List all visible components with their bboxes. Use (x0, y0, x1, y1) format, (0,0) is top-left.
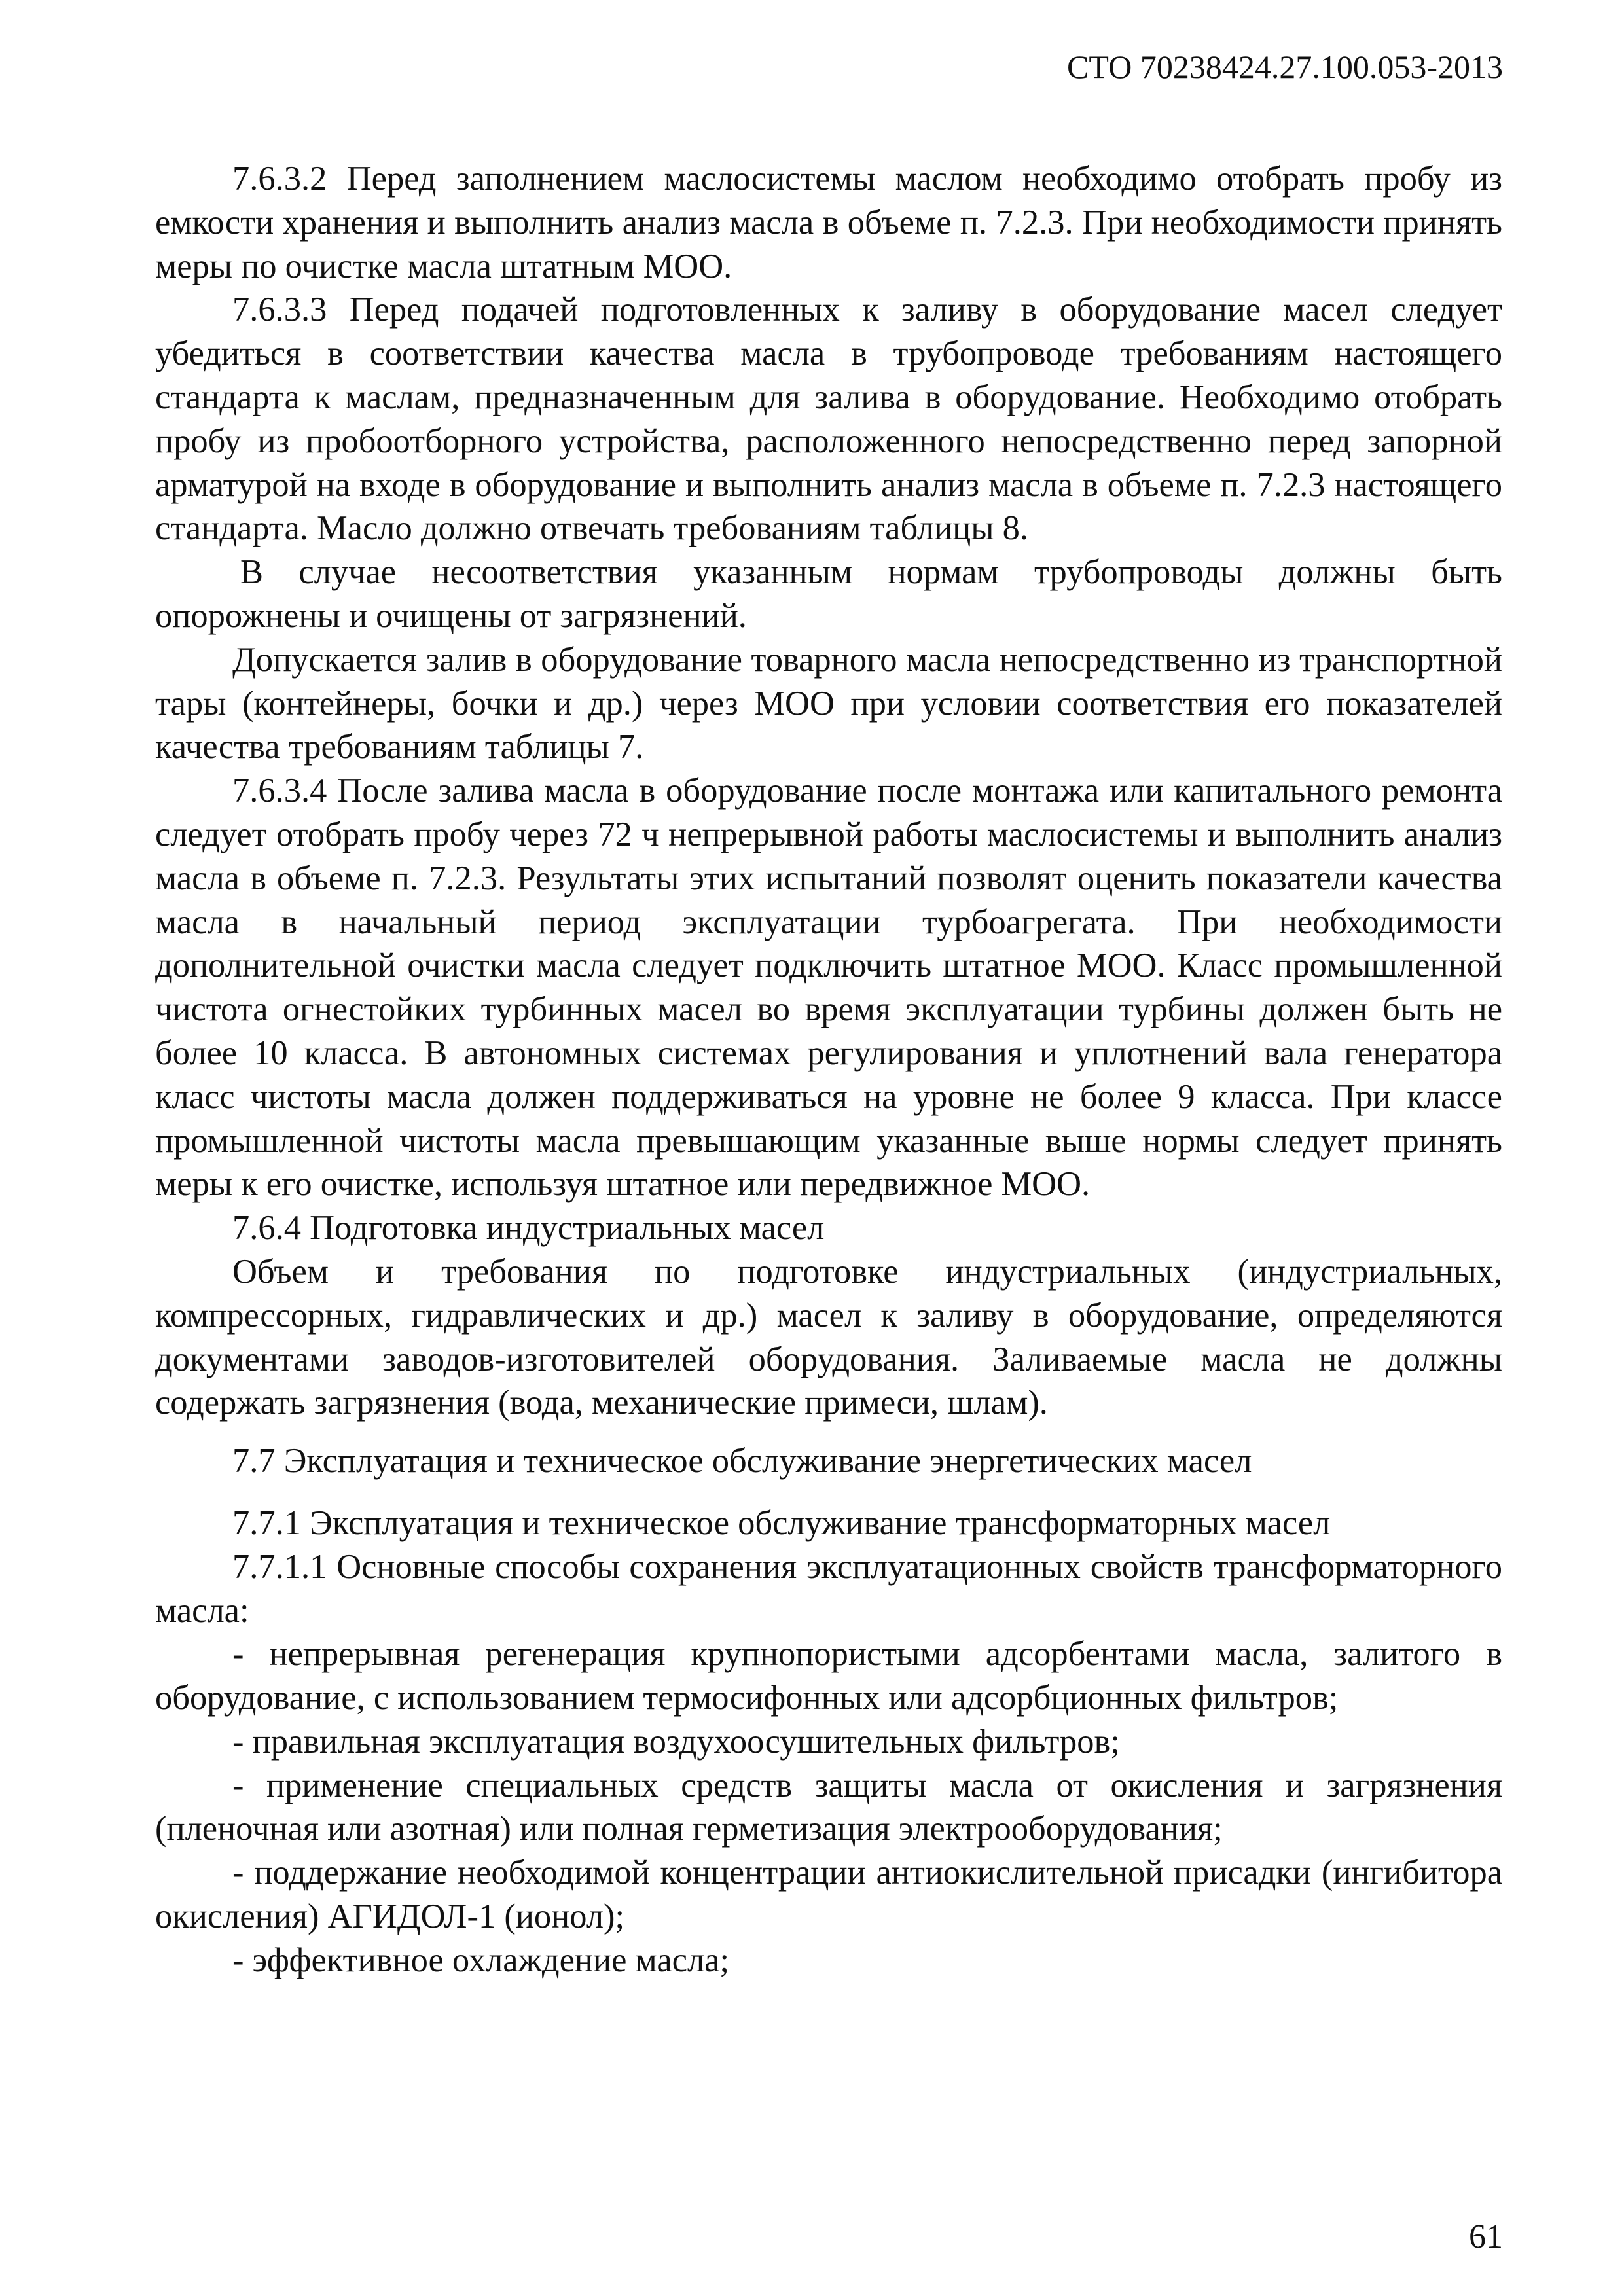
paragraph-text: Перед подачей подготовленных к заливу в оборудование масел следует убедиться в соответствии качества масла в трубопроводе требованиям настоящего стандарта к маслам, предназначенным для залива в оборудование. Необходимо отобрать пробу из пробоотборного устройства, расположенного непосредственно перед запорной арматурой на входе в оборудование и выполнить анализ масла в объеме п. 7.2.3 настоящего стандарта. Масло должно отвечать требованиям таблицы 8. (155, 291, 1502, 548)
paragraph-text: Основные способы сохранения эксплуатационных свойств трансформаторного масла: (155, 1547, 1502, 1630)
list-item-text: применение специальных средств защиты масла от окисления и загрязнения (пленочная или азотная) или полная герметизация электрооборудования; (155, 1766, 1503, 1848)
paragraph-7-6-3-3 (155, 288, 1502, 550)
list-marker: - (232, 1722, 244, 1761)
list-item (155, 1632, 1502, 1720)
list-item-text: поддержание необходимой концентрации антиокислительной присадки (ингибитора окисления) АГИДОЛ-1 (ионол); (155, 1854, 1502, 1936)
clause-number: 7.6.3.3 (232, 291, 327, 329)
list-item-text: правильная эксплуатация воздухоосушительных фильтров; (252, 1722, 1120, 1761)
paragraph-7-6-3-2 (155, 157, 1502, 288)
clause-number: 7.6.3.2 (232, 160, 327, 198)
heading-7-7 (155, 1439, 1502, 1483)
clause-number: 7.7 (232, 1442, 276, 1480)
paragraph-text: Перед заполнением маслосистемы маслом необходимо отобрать пробу из емкости хранения и выполнить анализ масла в объеме п. 7.2.3. При необходимости принять меры по очистке масла штатным МОО. (155, 160, 1502, 285)
heading-text: Подготовка индустриальных масел (310, 1209, 825, 1247)
list-item (155, 1939, 1502, 1982)
paragraph-nonconformity: В случае несоответствия указанным нормам трубопроводы должны быть опорожнены и очищены от загрязнений. (155, 553, 1502, 635)
list-item-text: непрерывная регенерация крупнопористыми адсорбентами масла, залитого в оборудование, с использованием термосифонных или адсорбционных фильтров; (155, 1635, 1503, 1717)
list-marker: - (232, 1635, 244, 1674)
heading-7-7-1 (155, 1501, 1502, 1545)
document-header: СТО 70238424.27.100.053-2013 (1067, 48, 1503, 85)
heading-text: Эксплуатация и техническое обслуживание трансформаторных масел (310, 1503, 1331, 1542)
list-item (155, 1764, 1502, 1852)
clause-number: 7.6.4 (232, 1209, 301, 1247)
heading-7-6-4 (155, 1206, 1502, 1250)
paragraph-7-7-1-1 (155, 1545, 1502, 1633)
clause-number: 7.7.1 (232, 1503, 301, 1542)
list-item-text: эффективное охлаждение масла; (252, 1941, 730, 1979)
list-marker: - (232, 1941, 244, 1979)
paragraph-allowed-filling: Допускается залив в оборудование товарного масла непосредственно из транспортной тары (контейнеры, бочки и др.) через МОО при условии соответствия его показателей качества требованиям таблицы 7. (155, 640, 1502, 766)
paragraph-text: После залива масла в оборудование после монтажа или капитального ремонта следует отобрать пробу через 72 ч непрерывной работы маслосистемы и выполнить анализ масла в объеме п. 7.2.3. Результаты этих испытаний позволят оценить показатели качества масла в начальный период эксплуатации турбоагрегата. При необходимости дополнительной очистки масла следует подключить штатное МОО. Класс промышленной чистота огнестойких турбинных масел во время эксплуатации турбины должен быть не более 10 класса. В автономных системах регулирования и уплотнений вала генератора класс чистоты масла должен поддерживаться на уровне не более 9 класса. При классе промышленной чистоты масла превышающим указанные выше нормы следует принять меры к его очистке, используя штатное или передвижное МОО. (155, 772, 1503, 1204)
list-marker: - (232, 1854, 244, 1892)
document-body (155, 157, 1502, 1982)
clause-number: 7.7.1.1 (232, 1547, 327, 1586)
heading-text: Эксплуатация и техническое обслуживание энергетических масел (283, 1442, 1252, 1480)
paragraph-7-6-3-4 (155, 769, 1502, 1206)
list-marker: - (232, 1766, 244, 1804)
list-item (155, 1720, 1502, 1764)
page-number: 61 (1469, 2218, 1503, 2255)
paragraph-7-6-4: Объем и требования по подготовке индустриальных (индустриальных, компрессорных, гидравлических и др.) масел к заливу в оборудование, определяются документами заводов-изготовителей оборудования. Заливаемые масла не должны содержать загрязнения (вода, механические примеси, шлам). (155, 1252, 1502, 1422)
list-item (155, 1851, 1502, 1939)
clause-number: 7.6.3.4 (232, 772, 327, 810)
